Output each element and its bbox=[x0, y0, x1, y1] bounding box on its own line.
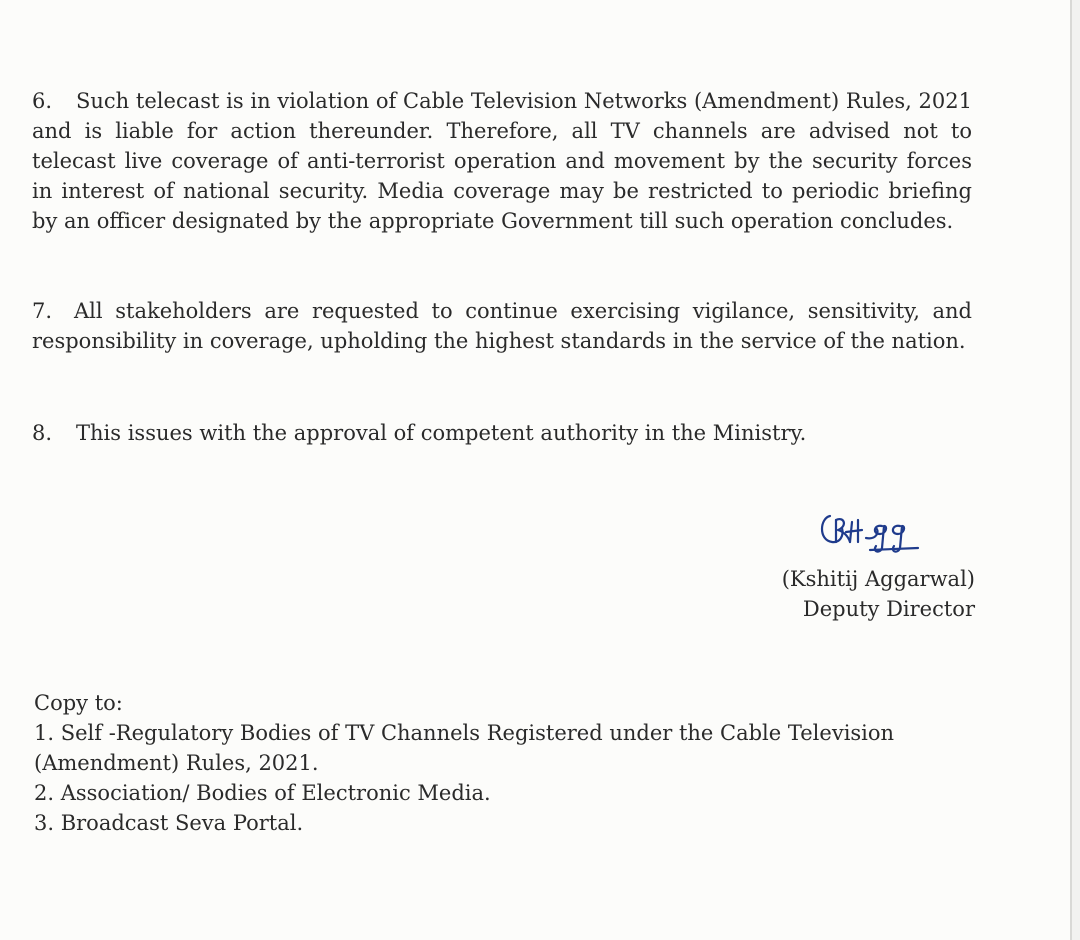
copy-to-item: 2. Association/ Bodies of Electronic Media. bbox=[34, 781, 491, 805]
paragraph-8-number: 8. bbox=[32, 421, 53, 445]
paragraph-7 bbox=[32, 296, 972, 356]
paragraph-7-text: All stakeholders are requested to continue exercising vigilance, sensitivity, and responsibility in coverage, upholding the highest standards in the service of the nation. bbox=[32, 299, 972, 353]
copy-to-section bbox=[34, 688, 979, 838]
signatory-name: (Kshitij Aggarwal) bbox=[781, 567, 975, 591]
paragraph-6-text: Such telecast is in violation of Cable Television Networks (Amendment) Rules, 2021 and is liable for action thereunder. Therefore, all TV channels are advised not to telecast live coverage of anti-terrorist operation and movement by the security forces in interest of national security. Media coverage may be restricted to periodic briefing by an officer designated by the appropriate Government till such operation concludes. bbox=[32, 89, 972, 233]
copy-to-heading: Copy to: bbox=[34, 691, 123, 715]
paragraph-8 bbox=[32, 418, 972, 448]
page-edge-line bbox=[1070, 0, 1072, 940]
signatory-designation: Deputy Director bbox=[802, 597, 975, 621]
copy-to-item: 1. Self -Regulatory Bodies of TV Channels Registered under the Cable Television (Amendment) Rules, 2021. bbox=[34, 721, 895, 775]
copy-to-item: 3. Broadcast Seva Portal. bbox=[34, 811, 304, 835]
paragraph-8-text: This issues with the approval of competent authority in the Ministry. bbox=[76, 421, 807, 445]
handwritten-signature bbox=[810, 498, 930, 558]
signature-block bbox=[760, 498, 975, 638]
paragraph-6 bbox=[32, 86, 972, 236]
page-edge-shadow bbox=[1072, 0, 1080, 940]
paragraph-7-number: 7. bbox=[32, 299, 53, 323]
paragraph-6-number: 6. bbox=[32, 89, 53, 113]
